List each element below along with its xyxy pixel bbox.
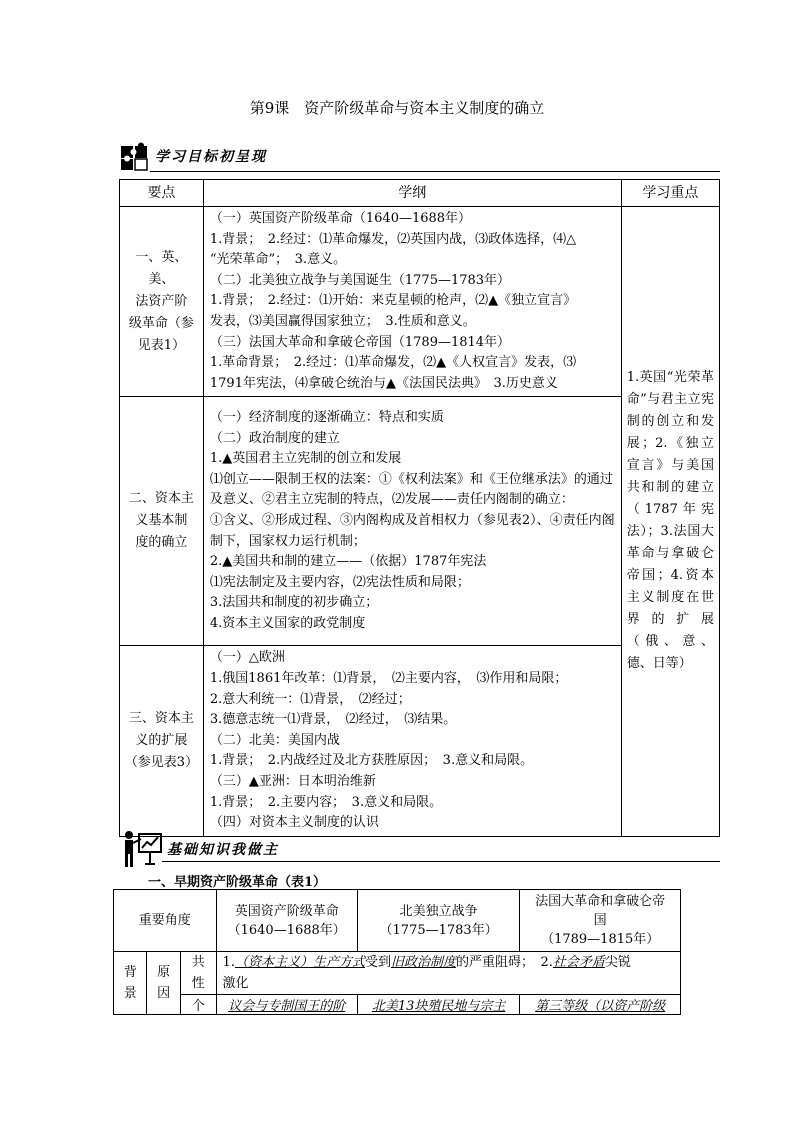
col-header-line: 国	[593, 913, 607, 928]
row-label-char: 因	[157, 986, 171, 1001]
outline-line: ⑴宪法制定及主要内容，⑵宪法性质和局限；	[209, 574, 470, 590]
outline-line: 2.▲美国共和制的建立——（依据）1787年宪法	[209, 554, 487, 570]
col-header-line: 法国大革命和拿破仑帝	[535, 894, 666, 909]
corner-cell: 重要角度	[114, 890, 217, 952]
col-header-line: 英国资产阶级革命	[234, 903, 339, 919]
table-row	[120, 207, 720, 397]
study-goals-table	[119, 179, 720, 837]
answer-underline: 议会与专制国王的阶	[228, 999, 346, 1014]
outline-line: 1791年宪法，⑷拿破仑统治与▲《法国民法典》 3.历史意义	[209, 375, 558, 391]
outline-line: （三）法国大革命和拿破仑帝国（1789—1814年）	[209, 334, 511, 350]
puzzle-icon	[119, 140, 151, 172]
outline-line: （三）▲亚洲：日本明治维新	[209, 773, 376, 789]
text-run: 尖锐	[604, 955, 631, 970]
outline-line: “光荣革命”； 3.意义。	[209, 252, 347, 268]
answer-underline: 第三等级（以资产阶级	[535, 999, 666, 1014]
text-run: 1.	[222, 955, 235, 970]
col-header	[520, 890, 681, 952]
answer-underline: 北美13块殖民地与宗主	[371, 999, 506, 1014]
point-cell	[120, 207, 204, 397]
col-header-line: （1640—1688年）	[227, 922, 346, 938]
section-label: 基础知识我做主	[167, 842, 279, 858]
row-label-char: 原	[157, 965, 171, 980]
individual-cell	[216, 995, 357, 1015]
col-header: 学习重点	[621, 180, 719, 207]
outline-line: （二）北美独立战争与美国诞生（1775—1783年）	[209, 272, 511, 288]
outline-line: 4.资本主义国家的政党制度	[209, 616, 366, 632]
point-line: 度的确立	[135, 535, 188, 551]
outline-line: 1.背景； 2.内战经过及北方获胜原因； 3.意义和局限。	[209, 753, 534, 769]
table-header-row	[114, 890, 681, 952]
outline-line: 发表，⑶美国赢得国家独立； 3.性质和意义。	[209, 313, 476, 329]
outline-line: 1.俄国1861年改革：⑴背景， ⑵主要内容， ⑶作用和局限；	[209, 670, 568, 686]
point-line: （参见表3）	[124, 755, 199, 771]
row-label-individual: 个	[180, 995, 216, 1015]
subheading: 一、早期资产阶级革命（表1）	[148, 875, 327, 890]
outline-cell	[203, 397, 621, 646]
text-run: 激化	[222, 976, 249, 991]
text-run: 受到	[364, 955, 391, 970]
outline-line: 1.背景； 2.经过：⑴开始：来克星顿的枪声，⑵▲《独立宣言》	[209, 293, 577, 309]
point-line: 级革命（参	[128, 315, 194, 331]
key-points-cell: 1.英国“光荣革命”与君主立宪制的创立和发展；2.《独立宣言》与美国共和制的建立（1787年宪法）；3.法国大革命与拿破仑帝国；4.资本主义制度在世界的扩展（俄、意、德、日等）	[621, 207, 719, 837]
point-line: 义的扩展	[135, 733, 188, 749]
row-label-background	[114, 952, 147, 1015]
individual-cell	[357, 995, 520, 1015]
row-label-char: 景	[123, 986, 137, 1001]
outline-line: 2.意大利统一：⑴背景， ⑵经过；	[209, 691, 411, 707]
outline-line: 3.法国共和制度的初步确立；	[209, 595, 379, 611]
point-line: 二、资本主	[128, 491, 194, 507]
outline-line: ⑴创立——限制王权的法案：①《权利法案》和《王位继承法》的通过及意义、②君主立宪制的特点，⑵发展——责任内阁制的确立：	[209, 471, 613, 508]
answer-underline: 旧政治制度	[390, 955, 456, 970]
col-header: 学纲	[203, 180, 621, 207]
point-line: 义基本制	[135, 513, 188, 529]
row-label-char: 共	[191, 955, 205, 970]
outline-line: 3.德意志统一⑴背景， ⑵经过， ⑶结果。	[209, 712, 457, 728]
outline-line: （一）英国资产阶级革命（1640—1688年）	[209, 211, 472, 226]
outline-line: （一）经济制度的逐渐确立：特点和实质	[209, 410, 444, 426]
col-header-line: （1775—1783年）	[379, 922, 498, 938]
common-cell	[216, 952, 680, 995]
section-divider	[150, 171, 720, 172]
point-line: 法资产阶	[135, 293, 188, 309]
outline-line: 1.背景； 2.经过：⑴革命爆发，⑵英国内战，⑶政体选择，⑷△	[209, 231, 577, 247]
row-label-char: 背	[123, 965, 137, 980]
outline-line: （四）对资本主义制度的认识	[209, 815, 379, 831]
outline-line: 1.▲英国君主立宪制的创立和发展	[209, 451, 402, 467]
answer-underline: 社会矛盾	[552, 955, 605, 970]
col-header	[357, 890, 520, 952]
outline-cell	[203, 207, 621, 397]
answer-underline: （资本主义）生产方式	[234, 955, 365, 970]
teacher-icon	[121, 830, 163, 868]
outline-cell	[203, 646, 621, 836]
outline-line: 1.背景； 2.主要内容； 3.意义和局限。	[209, 794, 443, 810]
point-line: 三、资本主	[128, 711, 194, 727]
section-divider	[162, 861, 720, 862]
section-header-basics	[121, 830, 279, 868]
page-title: 第9课 资产阶级革命与资本主义制度的确立	[249, 99, 545, 117]
section-label: 学习目标初呈现	[155, 149, 267, 165]
col-header: 要点	[120, 180, 204, 207]
outline-line: （二）政治制度的建立	[209, 430, 340, 446]
section-header-goals	[119, 140, 267, 172]
individual-cell	[520, 995, 681, 1015]
outline-line: （二）北美：美国内战	[209, 732, 340, 748]
point-line: 一、英、美、	[135, 249, 188, 287]
table-header-row	[120, 180, 720, 207]
outline-line: （一）△欧洲	[209, 650, 285, 666]
col-header-line: 北美独立战争	[399, 903, 478, 919]
outline-line: 1.革命背景； 2.经过：⑴革命爆发，⑵▲《人权宣言》发表，⑶	[209, 355, 577, 371]
outline-line: ①含义、②形成过程、③内阁构成及首相权力（参见表2）、④责任内阁制下，国家权力运行机制；	[209, 513, 615, 549]
point-line: 见表1）	[137, 337, 186, 353]
table-row	[114, 995, 681, 1015]
early-revolutions-table	[113, 889, 681, 1015]
row-label-common	[180, 952, 216, 995]
col-header	[216, 890, 357, 952]
table-row	[114, 952, 681, 995]
point-cell	[120, 397, 204, 646]
text-run: 的严重阻碍； 2.	[455, 955, 553, 970]
row-label-reason	[147, 952, 180, 1015]
col-header-line: （1789—1815年）	[541, 932, 660, 947]
row-label-char: 性	[191, 976, 205, 991]
point-cell	[120, 646, 204, 836]
